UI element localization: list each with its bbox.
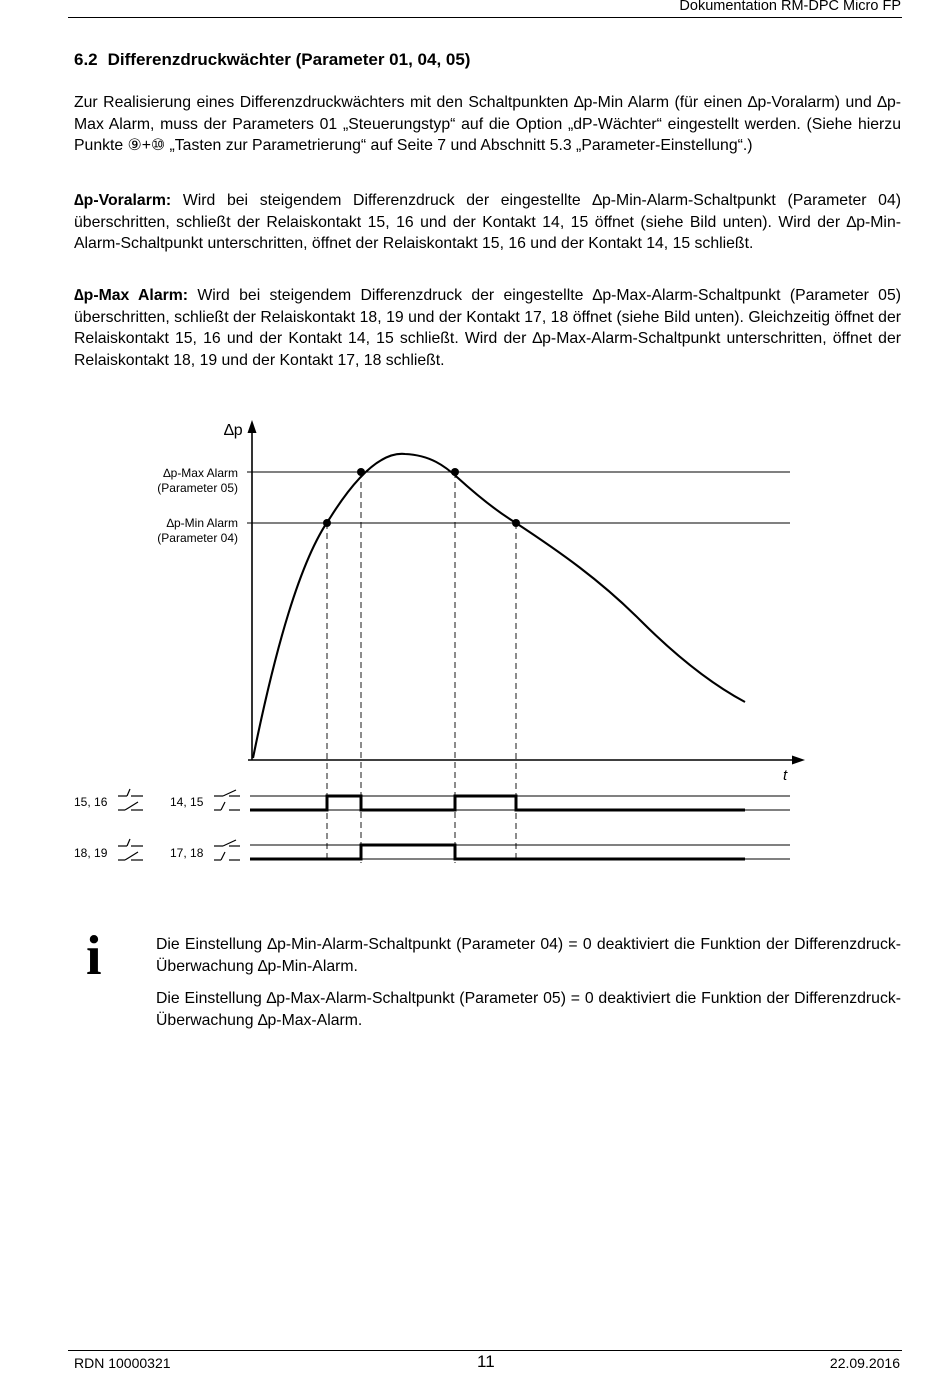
note-max-alarm: Die Einstellung ∆p-Max-Alarm-Schaltpunkt (Parameter 05) = 0 deaktiviert die Funktion der Differenzdruck-Überwachung ∆p-Max-Alarm.: [156, 990, 901, 1029]
y-axis-label: ∆p: [224, 422, 243, 439]
relay1-nc-switch-icon: [118, 789, 143, 810]
x-axis-arrow: [792, 756, 805, 765]
relay1-contact-label-b: 14, 15: [170, 795, 204, 809]
footer-document-number: RDN 10000321: [74, 1355, 171, 1371]
max-alarm-paragraph: [74, 285, 901, 371]
voralarm-label: ∆p-Voralarm:: [74, 192, 172, 209]
section-number: 6.2: [74, 50, 98, 69]
relay2-no-switch-icon: [214, 840, 240, 860]
relay2-signal: [250, 845, 745, 859]
x-axis-label: t: [783, 767, 788, 784]
switching-diagram: [0, 400, 950, 880]
footer-page-number: 11: [477, 1352, 495, 1371]
max-alarm-text: Wird bei steigendem Differenzdruck der eingestellte ∆p-Max-Alarm-Schaltpunkt (Parameter 05) überschritten, schließt der Relaiskontakt 18, 19 und der Kontakt 17, 18 öffnet (siehe Bild unten). Gleichzeitig öffnet der Relaiskontakt 15, 16 und der Kontakt 14, 15 schließt. Wird der ∆p-Max-Alarm-Schaltpunkt unterschritten, öffnet der Relaiskontakt 18, 19 und der Kontakt 17, 18 schließt.: [74, 287, 901, 369]
voralarm-paragraph: [74, 190, 901, 255]
document-title-header: Dokumentation RM-DPC Micro FP: [679, 0, 901, 14]
header-rule: [68, 17, 902, 18]
section-title: Differenzdruckwächter (Parameter 01, 04, 05): [107, 50, 471, 69]
relay1-no-switch-icon: [214, 790, 240, 810]
info-icon: i: [86, 925, 102, 987]
section-heading: [74, 50, 470, 70]
relay2-contact-label-a: 18, 19: [74, 846, 108, 860]
relay2-nc-switch-icon: [118, 839, 143, 860]
intro-paragraph: Zur Realisierung eines Differenzdruckwächters mit den Schaltpunkten ∆p-Min Alarm (für einen ∆p-Voralarm) und ∆p-Max Alarm, muss der Parameters 01 „Steuerungstyp“ auf die Option „dP-Wächter“ eingestellt werden. (Siehe hierzu Punkte ⑨+⑩ „Tasten zur Parametrierung“ auf Seite 7 und Abschnitt 5.3 „Parameter-Einstellung“.): [74, 94, 901, 154]
footer-rule: [68, 1350, 902, 1351]
relay1-signal: [250, 796, 745, 810]
min-threshold-parameter: (Parameter 04): [157, 531, 238, 545]
footer-date: 22.09.2016: [829, 1355, 900, 1371]
voralarm-text: Wird bei steigendem Differenzdruck der eingestellte ∆p-Min-Alarm-Schaltpunkt (Parameter 04) überschritten, schließt der Relaiskontakt 15, 16 und der Kontakt 14, 15 öffnet (siehe Bild unten). Wird der ∆p-Min-Alarm-Schaltpunkt unterschritten, öffnet der Relaiskontakt 15, 16 und der Kontakt 14, 15 schließt.: [74, 192, 901, 252]
max-alarm-label: ∆p-Max Alarm:: [74, 287, 189, 304]
relay2-contact-label-b: 17, 18: [170, 846, 204, 860]
relay1-contact-label-a: 15, 16: [74, 795, 108, 809]
min-threshold-label: ∆p-Min Alarm: [166, 516, 238, 530]
max-threshold-parameter: (Parameter 05): [157, 481, 238, 495]
max-threshold-label: ∆p-Max Alarm: [163, 466, 238, 480]
note-min-alarm: Die Einstellung ∆p-Min-Alarm-Schaltpunkt (Parameter 04) = 0 deaktiviert die Funktion der Differenzdruck-Überwachung ∆p-Min-Alarm.: [156, 936, 901, 975]
y-axis-arrow: [248, 420, 257, 433]
